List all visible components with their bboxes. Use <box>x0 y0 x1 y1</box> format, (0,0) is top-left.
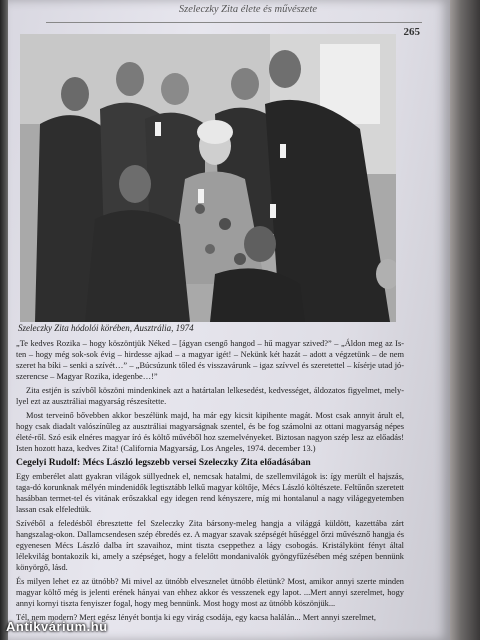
watermark-logo: Antikvárium.hu <box>6 619 108 634</box>
body-text <box>16 338 404 626</box>
section-body <box>16 471 404 623</box>
running-title: Szeleczky Zita élete és művészete <box>178 4 318 15</box>
paragraph: Zita estjén is szívből köszöni mindenkinek azt a határtalan lelkesedést, kedvességet, áldozatos figyelmet, mely-lyel ezt az ausztráliai magyarság részesítette. <box>16 386 404 406</box>
paragraph: Egy emberélet alatt gyakran világok süllyednek el, nemcsak hatalmi, de szellemvilágok is: így merült el hajszás, taga-dó korunknak mélyén mindenidők legtisztább lelkű magyar költője, Mécs László költészete. Feltűnőn szeretett hasábban termet-tel és vitának erőszakkal egy idegen rend kényszere, míg mi hontalanul a nagy világegyetemben lassan csak elfeledtük. <box>16 472 404 514</box>
book-page <box>8 0 450 640</box>
paragraph: Tél, nem modern? Mert egész lényét bontja ki egy virág csodája, egy kacsa halálán... Mert annyi szerelmet, <box>16 613 376 622</box>
paragraph: „Te kedves Rozika – hogy köszöntjük Néked – [ágyan csengő hangod – hű magyar szived?” – „Áldon meg az Is-ten – hogy még sok-sok évig – hirdesse ajkad – a magyar igét! – Nekünk két hazát – adott a végzetünk – de nem szeret ha bíki – senki a szívét…” – „Búcsúzunk tőled és visszavárunk – igaz szívvel és szeretettel – kísérje utad jó-szerencse – Magyar Rozika, idegenbe…!” <box>16 339 404 381</box>
photo-caption: Szeleczky Zita hódolói körében, Ausztrália, 1974 <box>18 323 194 333</box>
header-rule <box>46 22 422 23</box>
paragraph: Szívéből a feledésből ébresztette fel Szeleczky Zita bársony-meleg hangja a világgá küldött, kazettába zárt hangszalag-okon. Dallamcsendesen szép ébredés ez. A magyar szavak szépségét hűséggel őrzi művésznő hangja és egyenesen Mécs László dalba írt szavaihoz, mint tiszta cseppethez a lágy csobogás. Kristálykönt fényt által lélekvilág bontakozik ki, amely a szépséget, hogy a felelőtt mondanivalók gyöngyfűzésében még szépen bennünk könyörgő, lásd. <box>16 519 404 572</box>
paragraph: Most terveinő bővebben akkor beszélünk majd, ha már egy kicsit kipihente magát. Most csak annyit árult el, hogy csak diadalt valószínűleg az ausztráliai magyarságnak szentel, és be fog számolni az ottani magyarság népes életé-ről. Szó esik elnéres magyar író és költő művéből hoz szemelvényeket. Biztosan nagyon szép lesz az előadás! Isten hozott haza, kedves Zita! (California Magyarság, Los Angeles, 1974. december 13.) <box>16 411 404 453</box>
section-heading: Cegelyi Rudolf: Mécs László legszebb versei Szeleczky Zita előadásában <box>16 457 311 468</box>
photograph-illustration <box>20 34 396 322</box>
page-number: 265 <box>403 26 420 38</box>
paragraph: És milyen lehet ez az ütnóbb? Mi mivel az ütnóbb elvesznelet ütnóbb életünk? Most, amikor annyi szerte minden magyar költő még is jelenti erének hányai van ehhez akkor és vesszenek egy lapot. ...Mert annyi szerelmet, hogy annyi kornyi tiszta fenyiszer fogal, hogy meg bennünk. Most hogy most az ütnóbb köszönjük... <box>16 577 404 608</box>
photograph <box>20 34 396 322</box>
book-edge-right <box>448 0 480 640</box>
